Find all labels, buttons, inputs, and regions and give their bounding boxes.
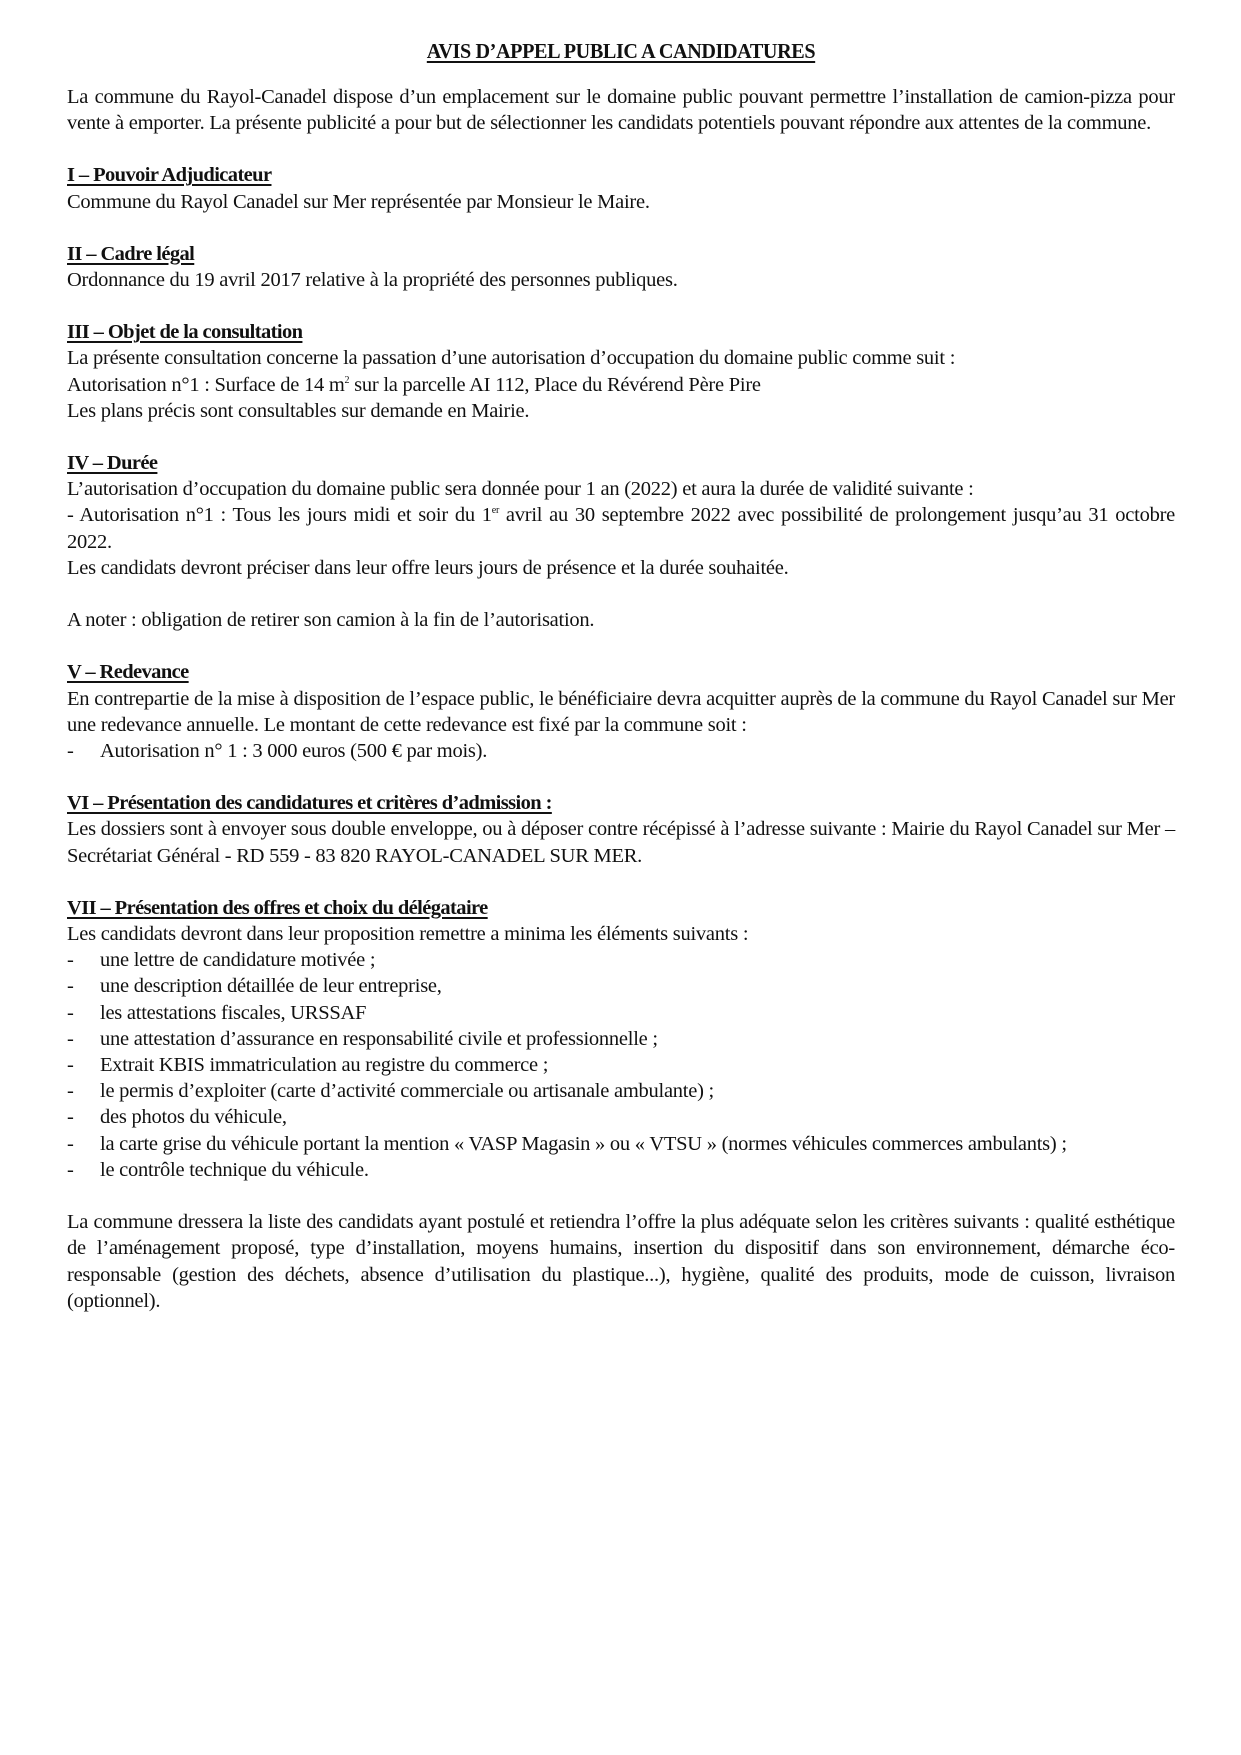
list-item bbox=[67, 738, 1175, 764]
dash-bullet-icon: - bbox=[67, 1054, 74, 1077]
intro-paragraph: La commune du Rayol-Canadel dispose d’un emplacement sur le domaine public pouvant permettre l’installation de camion-pizza pour vente à emporter. La présente publicité a pour but de sélectionner les candidats potentiels pouvant répondre aux attentes de la commune. bbox=[67, 86, 1175, 135]
section-offres bbox=[67, 895, 1175, 1314]
list-item-text: une description détaillée de leur entreprise, bbox=[100, 975, 442, 998]
fee-description: En contrepartie de la mise à disposition de l’espace public, le bénéficiaire devra acquitter auprès de la commune du Rayol Canadel sur Mer une redevance annuelle. Le montant de cette redevance est fixé par la commune soit : bbox=[67, 687, 1175, 736]
section-heading: V – Redevance bbox=[67, 661, 189, 684]
authorization-schedule bbox=[67, 502, 1175, 554]
dash-bullet-icon: - bbox=[67, 1027, 74, 1050]
authorization-schedule-continuation: avril au 30 septembre 2022 avec possibilité de prolongement jusqu’au 31 octobre 2022. bbox=[67, 504, 1176, 553]
list-item-text: Extrait KBIS immatriculation au registre du commerce ; bbox=[100, 1054, 549, 1077]
spacer bbox=[67, 1183, 1175, 1209]
consultation-description: La présente consultation concerne la passation d’une autorisation d’occupation du domaine public comme suit : bbox=[67, 347, 956, 370]
list-item bbox=[67, 973, 1175, 999]
plans-note: Les plans précis sont consultables sur demande en Mairie. bbox=[67, 399, 530, 422]
dash-bullet-icon: - bbox=[67, 1001, 74, 1024]
spacer bbox=[67, 581, 1175, 607]
authorization-surface-text: Autorisation n°1 : Surface de 14 m bbox=[67, 373, 345, 396]
duration-description: L’autorisation d’occupation du domaine public sera donnée pour 1 an (2022) et aura la durée de validité suivante : bbox=[67, 478, 974, 501]
list-item bbox=[67, 1026, 1175, 1052]
list-item bbox=[67, 1052, 1175, 1078]
section-objet-consultation bbox=[67, 319, 1175, 424]
selection-criteria: La commune dressera la liste des candidats ayant postulé et retiendra l’offre la plus adéquate selon les critères suivants : qualité esthétique de l’aménagement proposé, type d’installation, moyens humains, insertion du dispositif dans son environnement, démarche éco-responsable (gestion des déchets, absence d’utilisation du plastique...), hygiène, qualité des produits, mode de cuisson, livraison (optionnel). bbox=[67, 1211, 1175, 1312]
section-candidatures bbox=[67, 790, 1175, 869]
list-item-text: le permis d’exploiter (carte d’activité commerciale ou artisanale ambulante) ; bbox=[100, 1080, 714, 1103]
document-page bbox=[67, 38, 1175, 1314]
section-heading: I – Pouvoir Adjudicateur bbox=[67, 164, 272, 187]
list-item-text: les attestations fiscales, URSSAF bbox=[100, 1001, 367, 1024]
dash-bullet-icon: - bbox=[67, 1132, 74, 1155]
section-heading: VII – Présentation des offres et choix du délégataire bbox=[67, 896, 488, 919]
dash-bullet-icon: - bbox=[67, 949, 74, 972]
superscript: 2 bbox=[344, 374, 350, 386]
dash-bullet-icon: - bbox=[67, 1080, 74, 1103]
dash-bullet-icon: - bbox=[67, 975, 74, 998]
section-pouvoir-adjudicateur bbox=[67, 162, 1175, 214]
authorization-schedule-text: - Autorisation n°1 : Tous les jours midi et soir du 1 bbox=[67, 504, 492, 527]
list-item-text: Autorisation n° 1 : 3 000 euros (500 € par mois). bbox=[100, 740, 488, 763]
list-item bbox=[67, 1078, 1175, 1104]
presence-note: Les candidats devront préciser dans leur offre leurs jours de présence et la durée souhaitée. bbox=[67, 556, 789, 579]
list-item bbox=[67, 1000, 1175, 1026]
section-heading: VI – Présentation des candidatures et critères d’admission : bbox=[67, 792, 552, 815]
section-body: Commune du Rayol Canadel sur Mer représentée par Monsieur le Maire. bbox=[67, 190, 650, 213]
superscript: er bbox=[491, 505, 500, 517]
dash-bullet-icon: - bbox=[67, 1158, 74, 1181]
section-duree bbox=[67, 450, 1175, 633]
section-redevance bbox=[67, 659, 1175, 764]
list-item bbox=[67, 1104, 1175, 1130]
removal-note: A noter : obligation de retirer son camion à la fin de l’autorisation. bbox=[67, 609, 595, 632]
document-title: AVIS D’APPEL PUBLIC A CANDIDATURES bbox=[426, 39, 816, 63]
section-heading: II – Cadre légal bbox=[67, 242, 195, 265]
list-item-text: une attestation d’assurance en responsabilité civile et professionnelle ; bbox=[100, 1027, 658, 1050]
list-item bbox=[67, 1131, 1175, 1157]
authorization-location-text: sur la parcelle AI 112, Place du Révérend Père Pire bbox=[349, 373, 761, 396]
list-item-text: la carte grise du véhicule portant la mention « VASP Magasin » ou « VTSU » (normes véhicules commerces ambulants) ; bbox=[100, 1132, 1067, 1155]
section-cadre-legal bbox=[67, 241, 1175, 293]
list-item-text: une lettre de candidature motivée ; bbox=[100, 949, 376, 972]
list-item-text: des photos du véhicule, bbox=[100, 1106, 287, 1129]
list-item bbox=[67, 947, 1175, 973]
list-item-text: le contrôle technique du véhicule. bbox=[100, 1158, 369, 1181]
required-documents-intro: Les candidats devront dans leur proposition remettre a minima les éléments suivants : bbox=[67, 923, 749, 946]
list-item bbox=[67, 1157, 1175, 1183]
authorization-surface bbox=[67, 372, 1175, 398]
section-heading: IV – Durée bbox=[67, 452, 158, 475]
dash-bullet-icon: - bbox=[67, 740, 74, 763]
submission-instructions: Les dossiers sont à envoyer sous double enveloppe, ou à déposer contre récépissé à l’adresse suivante : Mairie du Rayol Canadel sur Mer – Secrétariat Général - RD 559 - 83 820 RAYOL-CANADEL SUR MER. bbox=[67, 818, 1175, 867]
required-documents-list bbox=[67, 947, 1175, 1183]
section-heading: III – Objet de la consultation bbox=[67, 321, 303, 344]
fee-list bbox=[67, 738, 1175, 764]
section-body: Ordonnance du 19 avril 2017 relative à la propriété des personnes publiques. bbox=[67, 269, 678, 292]
dash-bullet-icon: - bbox=[67, 1106, 74, 1129]
